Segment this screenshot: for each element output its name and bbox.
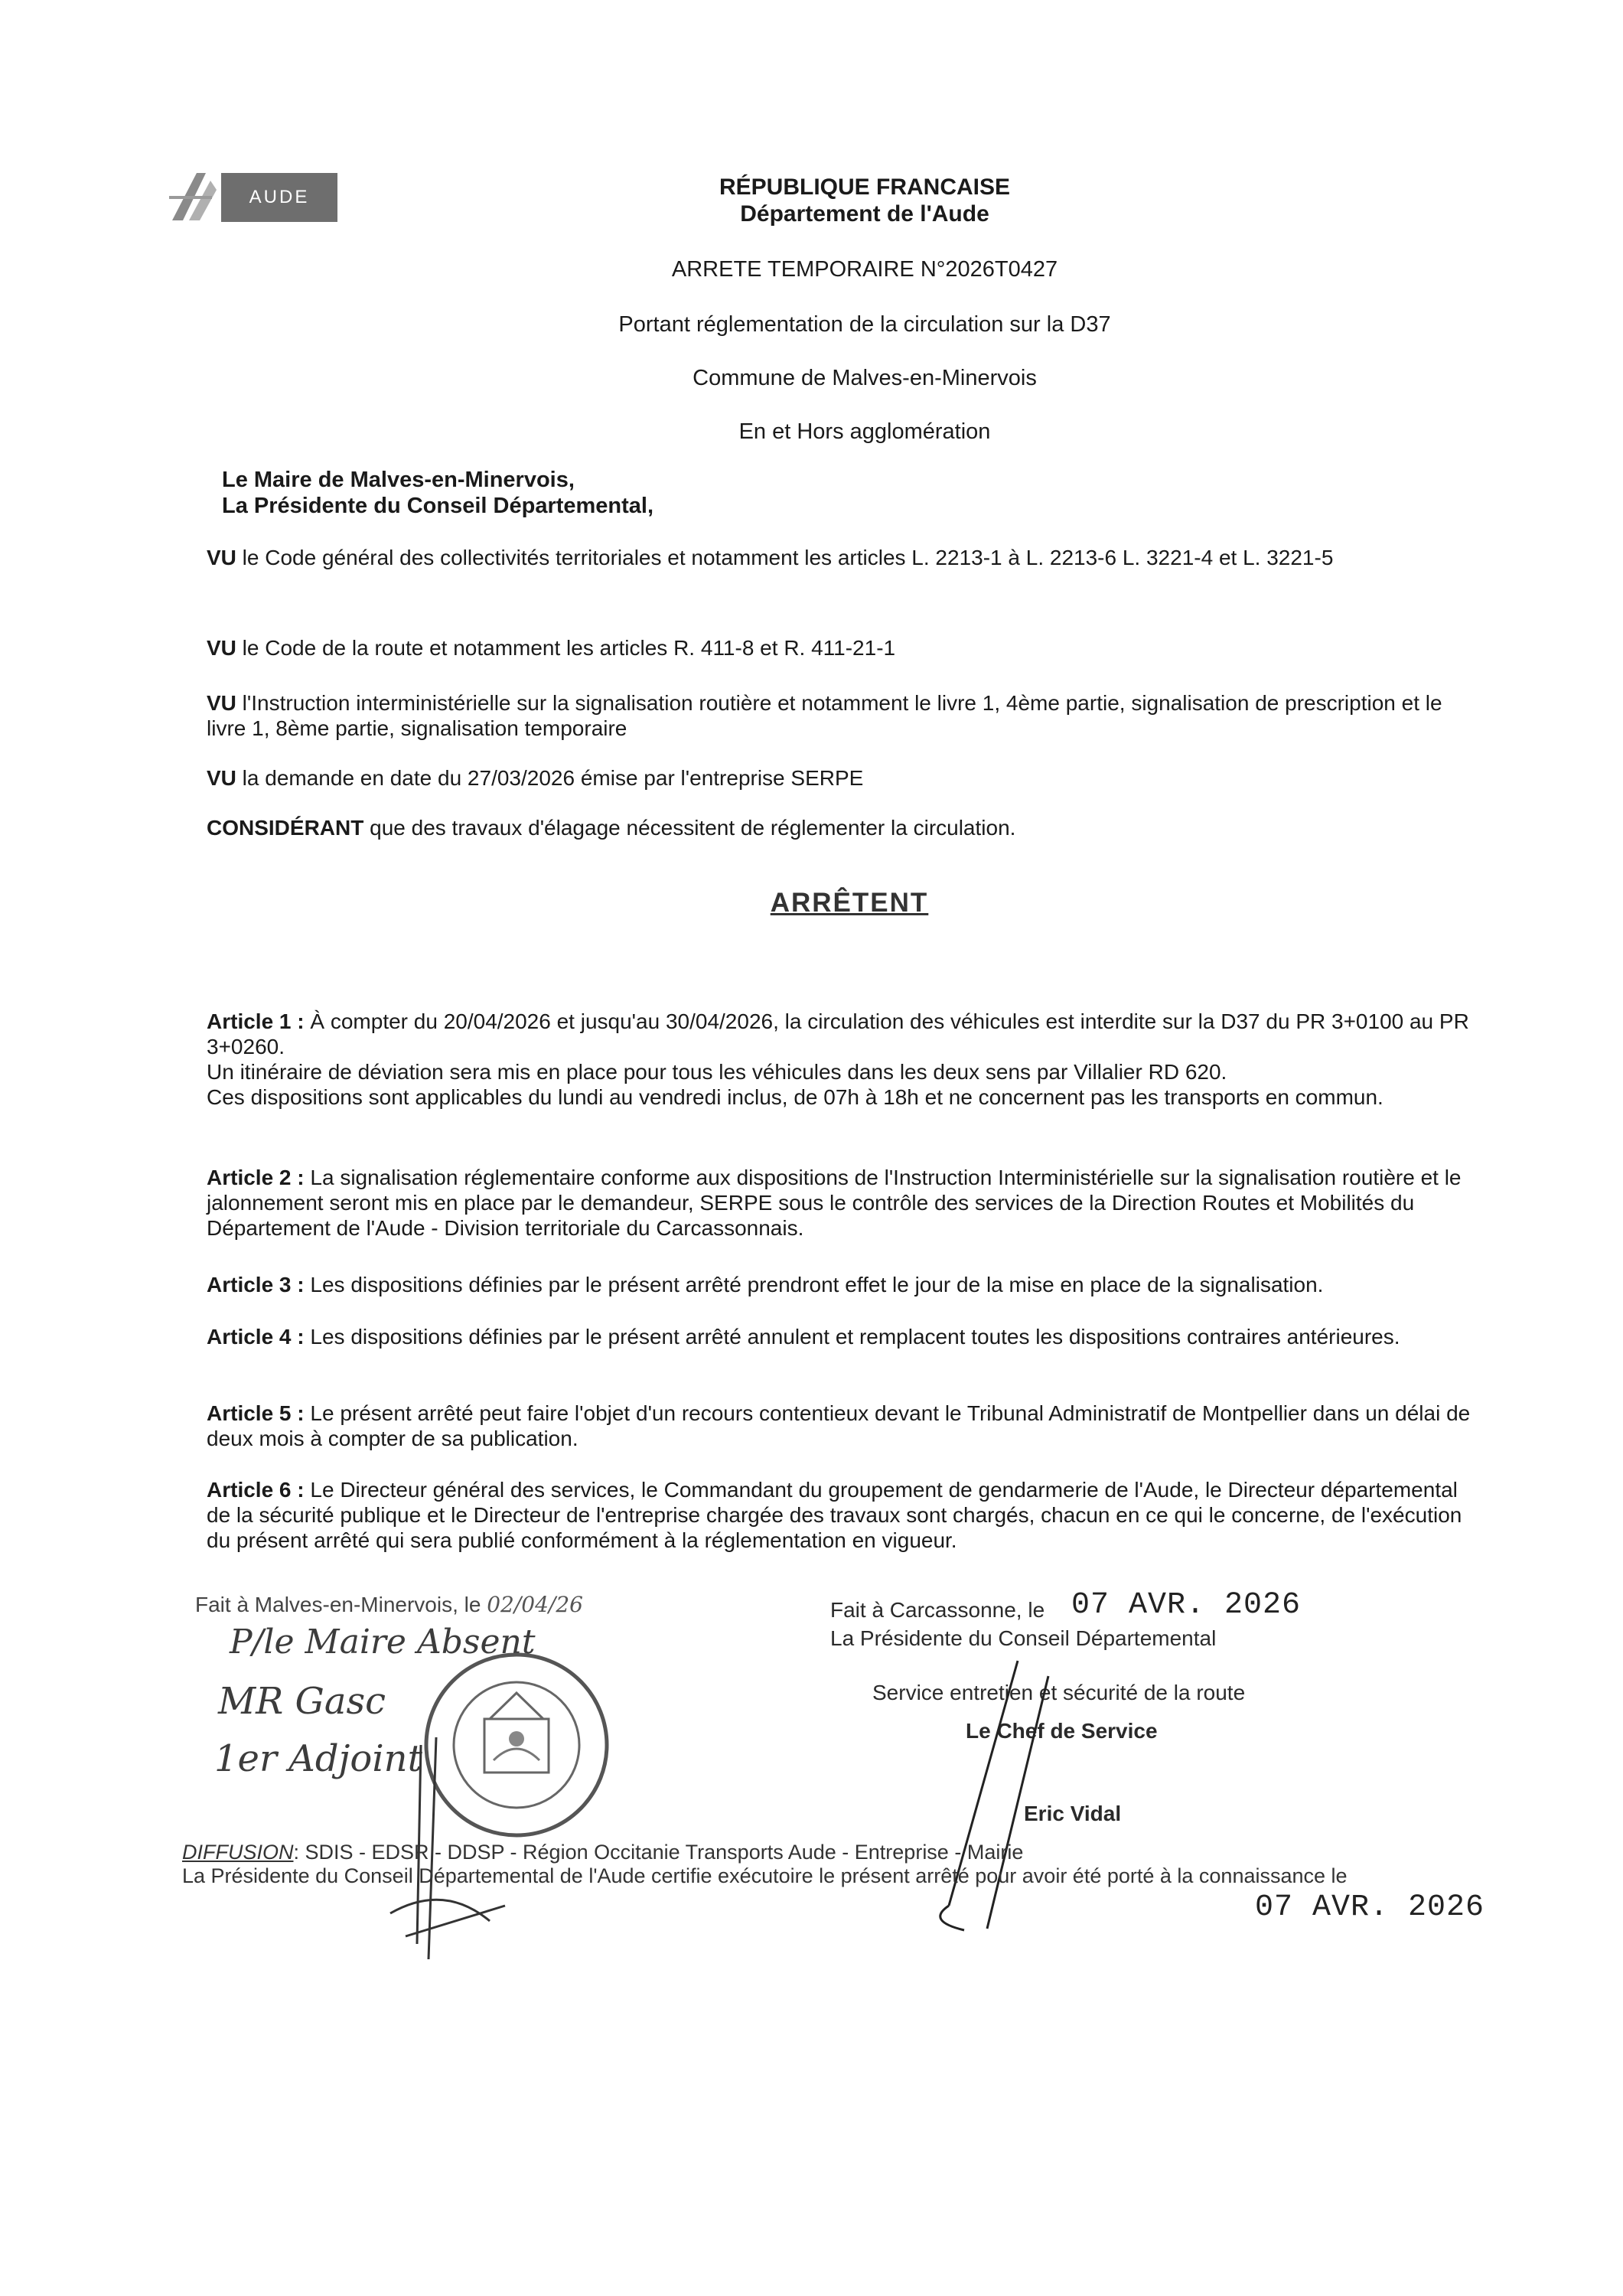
- mayor-signature-place: [195, 1592, 583, 1617]
- recital-1: [207, 545, 1481, 570]
- mayor-signature-place-text: Fait à Malves-en-Minervois, le: [195, 1593, 481, 1616]
- department-heading: Département de l'Aude: [740, 201, 989, 227]
- decree-scope: En et Hors agglomération: [738, 419, 991, 444]
- article-5: [207, 1401, 1481, 1451]
- republic-heading: RÉPUBLIQUE FRANCAISE: [719, 174, 1011, 200]
- president-date-stamp: 07 AVR. 2026: [1071, 1588, 1302, 1623]
- handwritten-name: MR Gasc: [218, 1680, 386, 1723]
- handwritten-adjoint: 1er Adjoint: [214, 1737, 422, 1780]
- president-signature-place: Fait à Carcassonne, le: [830, 1598, 1045, 1622]
- article-1-detour: Un itinéraire de déviation sera mis en place pour tous les véhicules dans les deux sens par Villalier RD 620.: [207, 1060, 1227, 1084]
- service-name: Service entretien et sécurité de la route: [872, 1681, 1246, 1704]
- recital-keyword: CONSIDÉRANT: [207, 816, 364, 840]
- decree-title: ARRETE TEMPORAIRE N°2026T0427: [671, 257, 1058, 282]
- mayor-signature-date: 02/04/26: [487, 1592, 583, 1617]
- diffusion-label: DIFFUSION: [182, 1841, 294, 1864]
- article-text: Le présent arrêté peut faire l'objet d'un recours contentieux devant le Tribunal Administratif de Montpellier dans un délai de deux mois à compter de sa publication.: [207, 1401, 1471, 1450]
- signatory-name: Eric Vidal: [1024, 1802, 1122, 1825]
- aude-logo-text: AUDE: [249, 187, 310, 207]
- diffusion-list: : SDIS - EDSR - DDSP - Région Occitanie Transports Aude - Entreprise - Mairie: [293, 1841, 1024, 1864]
- article-text: À compter du 20/04/2026 et jusqu'au 30/04/2026, la circulation des véhicules est interdite sur la D37 du PR 3+0100 au PR 3+0260.: [207, 1009, 1469, 1058]
- article-label: Article 3 :: [207, 1273, 305, 1296]
- recital-text: que des travaux d'élagage nécessitent de réglementer la circulation.: [363, 816, 1016, 840]
- article-3: [207, 1272, 1481, 1297]
- aude-logo-box: [221, 173, 337, 222]
- article-label: Article 6 :: [207, 1478, 305, 1502]
- handwritten-absent: P/le Maire Absent: [230, 1623, 536, 1662]
- article-text: La signalisation réglementaire conforme aux dispositions de l'Instruction Interministérielle sur la signalisation routière et le jalonnement seront mis en place par le demandeur, SERPE sous le contrôle des services de la Direction Routes et Mobilités du Département de l'Aude - Division territoriale du Carcassonnais.: [207, 1166, 1462, 1240]
- article-label: Article 2 :: [207, 1166, 305, 1189]
- article-2: [207, 1165, 1481, 1241]
- aude-logo-mark-icon: [166, 167, 227, 225]
- recital-text: le Code général des collectivités territoriales et notamment les articles L. 2213-1 à L. 2213-6 L. 3221-4 et L. 3221-5: [236, 546, 1334, 569]
- diffusion-block: [182, 1841, 1483, 1888]
- article-text: Les dispositions définies par le présent arrêté annulent et remplacent toutes les dispositions contraires antérieures.: [304, 1325, 1400, 1349]
- recital-considerant: [207, 815, 1481, 840]
- service-chief-title: Le Chef de Service: [966, 1719, 1158, 1743]
- article-text: Les dispositions définies par le présent arrêté prendront effet le jour de la mise en place de la signalisation.: [304, 1273, 1324, 1296]
- recital-keyword: VU: [207, 766, 236, 790]
- recital-text: le Code de la route et notamment les articles R. 411-8 et R. 411-21-1: [236, 636, 896, 660]
- recital-4: [207, 765, 1481, 791]
- recital-keyword: VU: [207, 546, 236, 569]
- certification-text: La Présidente du Conseil Départemental de l'Aude certifie exécutoire le présent arrêté pour avoir été porté à la connaissance le: [182, 1864, 1348, 1887]
- article-label: Article 5 :: [207, 1401, 305, 1425]
- aude-logo: [166, 167, 337, 225]
- decision-heading: ARRÊTENT: [770, 888, 929, 918]
- recital-2: [207, 635, 1481, 660]
- certification-date-stamp: 07 AVR. 2026: [1255, 1890, 1485, 1925]
- recital-text: la demande en date du 27/03/2026 émise par l'entreprise SERPE: [236, 766, 864, 790]
- authority-president: La Présidente du Conseil Départemental,: [222, 494, 654, 518]
- article-6: [207, 1477, 1481, 1553]
- decree-commune: Commune de Malves-en-Minervois: [693, 366, 1037, 390]
- article-label: Article 4 :: [207, 1325, 305, 1349]
- recital-3: [207, 690, 1481, 741]
- recital-keyword: VU: [207, 691, 236, 715]
- recital-keyword: VU: [207, 636, 236, 660]
- article-label: Article 1 :: [207, 1009, 305, 1033]
- recital-text: l'Instruction interministérielle sur la signalisation routière et notamment le livre 1, 4ème partie, signalisation de prescription et le livre 1, 8ème partie, signalisation temporaire: [207, 691, 1442, 740]
- authority-mayor: Le Maire de Malves-en-Minervois,: [222, 468, 575, 492]
- authorities: [222, 467, 653, 519]
- decree-subject: Portant réglementation de la circulation sur la D37: [618, 312, 1111, 337]
- president-title: La Présidente du Conseil Départemental: [830, 1626, 1217, 1650]
- article-1: [207, 1009, 1481, 1110]
- president-signature-stroke-icon: [903, 1645, 1148, 1936]
- article-4: [207, 1324, 1481, 1349]
- article-text: Le Directeur général des services, le Commandant du groupement de gendarmerie de l'Aude, le Directeur départemental de la sécurité publique et le Directeur de l'entreprise chargée des travaux sont chargés, chacun en ce qui le concerne, de l'exécution du présent arrêté qui sera publié conformément à la réglementation en vigueur.: [207, 1478, 1462, 1552]
- article-1-schedule: Ces dispositions sont applicables du lundi au vendredi inclus, de 07h à 18h et ne concernent pas les transports en commun.: [207, 1085, 1383, 1109]
